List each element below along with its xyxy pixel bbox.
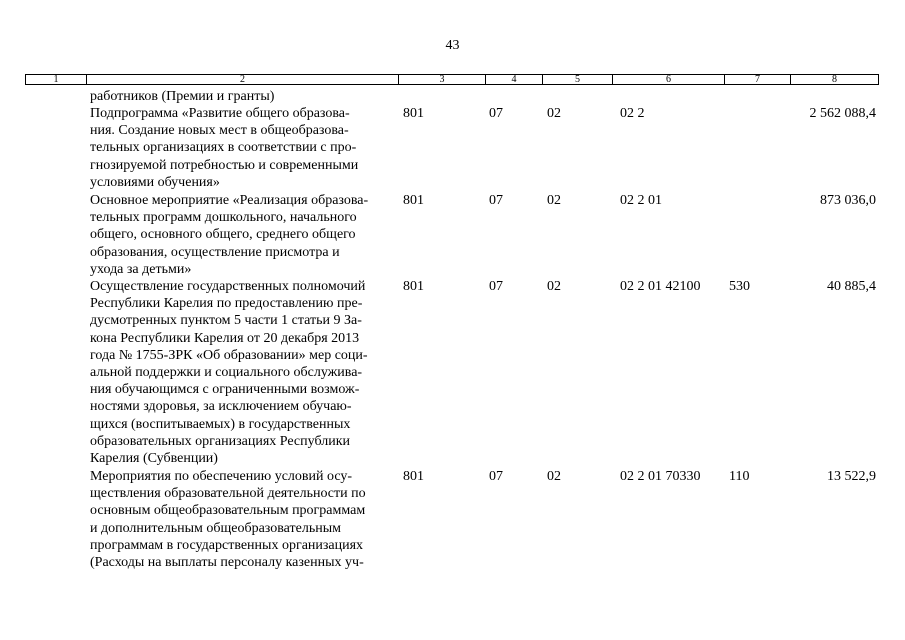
row-code-6: 02 2 01 [620,193,662,208]
row-description-line: образовательных организациях Республики [90,433,351,449]
row-description-line: ния. Создание новых мест в общеобразова- [90,123,349,139]
row-amount: 40 885,4 [827,279,876,294]
row-code-5: 02 [547,106,561,121]
row-description-line: условиями обучения» [90,174,220,190]
row-description-line: и дополнительным общеобразовательным [90,520,341,536]
row-code-7: 530 [729,279,750,294]
row-description-line: дусмотренных пунктом 5 части 1 статьи 9 За- [90,313,362,329]
row-amount: 13 522,9 [827,469,876,484]
column-number-2: 2 [86,75,398,84]
table-header [25,74,879,85]
row-description-line: Мероприятия по обеспечению условий осу- [90,469,353,484]
row-code-5: 02 [547,193,561,208]
column-number-6: 6 [612,75,724,84]
row-description-line: альной поддержки и социального обслужива- [90,365,363,380]
row-description-line: общего, основного общего, среднего общего [90,227,356,243]
row-description-line: Карелия (Субвенции) [90,451,218,466]
row-description-line: ностями здоровья, за исключением обучаю- [90,399,352,415]
row-description-line: программам в государственных организациях [90,537,364,553]
row-code-5: 02 [547,279,561,294]
row-code-4: 07 [489,279,503,294]
column-number-5: 5 [542,75,612,84]
row-code-5: 02 [547,469,561,484]
row-code-6: 02 2 01 70330 [620,469,701,484]
row-description-line: работников (Премии и гранты) [90,89,275,104]
row-code-3: 801 [403,106,424,121]
row-description-line: Республики Карелия по предоставлению пре- [90,296,363,312]
row-code-6: 02 2 01 42100 [620,279,701,294]
row-description-line: тельных организациях в соответствии с про- [90,140,357,156]
row-code-4: 07 [489,469,503,484]
row-description-line: Основное мероприятие «Реализация образова- [90,193,369,208]
row-description-line: тельных программ дошкольного, начального [90,210,357,226]
row-description-line: года № 1755-ЗРК «Об образовании» мер соци- [90,347,368,363]
row-description-line: (Расходы на выплаты персоналу казенных уч- [90,555,364,570]
row-code-4: 07 [489,193,503,208]
row-description-line: основным общеобразовательным программам [90,503,366,519]
column-number-7: 7 [724,75,790,84]
row-description-line: ухода за детьми» [90,261,192,277]
row-code-3: 801 [403,279,424,294]
row-code-4: 07 [489,106,503,121]
row-code-3: 801 [403,193,424,208]
row-description-line: ществления образовательной деятельности по [90,486,366,502]
column-number-1: 1 [53,74,59,85]
row-description-line: ния обучающимся с ограниченными возмож- [90,382,360,398]
row-amount: 2 562 088,4 [809,106,876,121]
row-description-line: кона Республики Карелия от 20 декабря 2013 [90,330,360,346]
row-description-line: Подпрограмма «Развитие общего образова- [90,106,350,121]
column-number-8: 8 [790,75,878,84]
row-description-line: гнозируемой потребностью и современными [90,157,359,173]
row-code-3: 801 [403,469,424,484]
column-number-4: 4 [485,75,542,84]
row-description-line: щихся (воспитываемых) в государственных [90,416,351,432]
page-number: 43 [445,38,460,53]
row-code-7: 110 [729,469,750,484]
row-amount: 873 036,0 [820,193,876,208]
row-description-line: Осуществление государственных полномочий [90,279,366,294]
row-code-6: 02 2 [620,106,645,121]
row-description-line: образования, осуществление присмотра и [90,244,340,260]
column-number-3: 3 [398,75,485,84]
